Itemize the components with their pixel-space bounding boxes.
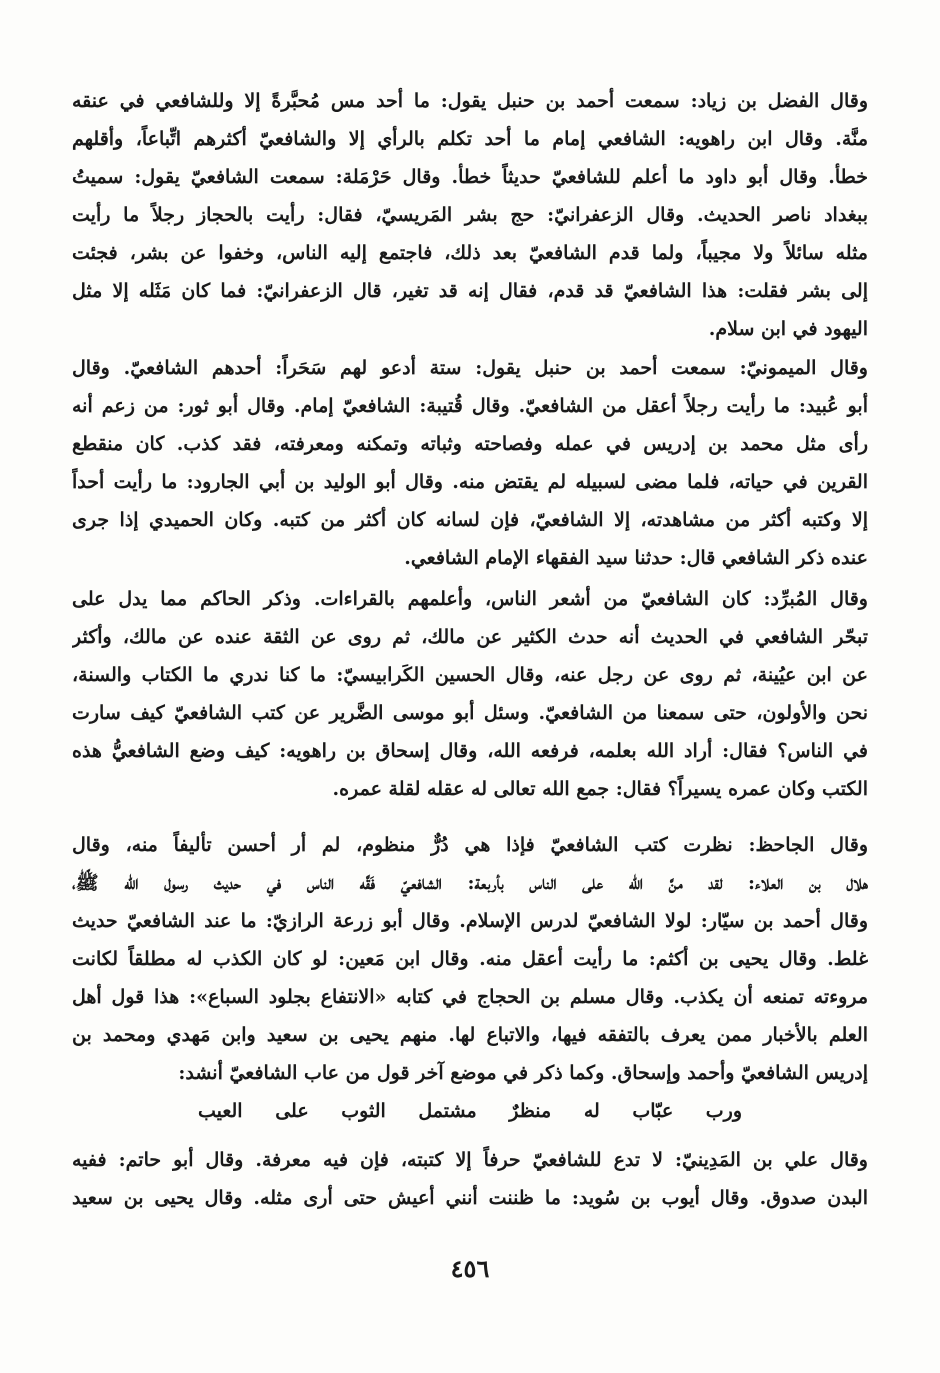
text-line: في الناس؟ فقال: أراد الله بعلمه، فرفعه الله، وقال إسحاق بن راهويه: كيف وضع الشافعيُّ هذه bbox=[72, 740, 868, 762]
paragraph-2 bbox=[72, 349, 868, 577]
paragraph-1 bbox=[72, 82, 868, 348]
text-line: إدريس الشافعيّ وأحمد وإسحاق. وكما ذكر في موضع آخر قول من عاب الشافعيّ أنشد: bbox=[178, 1062, 868, 1084]
text-line: وقال الجاحظ: نظرت كتب الشافعيّ فإذا هي دُرٌّ منظوم، لم أر أحسن تأليفاً منه، وقال bbox=[72, 834, 868, 856]
text-line: وقال المُبرِّد: كان الشافعيّ من أشعر الناس، وأعلمهم بالقراءات. وذكر الحاكم مما يدل على bbox=[72, 588, 868, 610]
text-line: منَّة. وقال ابن راهويه: الشافعي إمام ما أحد تكلم بالرأي إلا والشافعيّ أكثرهم اتِّباعاً، وأقلهم bbox=[72, 128, 868, 150]
text-line: العلم بالأخبار ممن يعرف بالتفقه فيها، والاتباع لها. منهم يحيى بن سعيد وابن مَهدي ومحمد بن bbox=[72, 1024, 868, 1046]
text-line: اليهود في ابن سلام. bbox=[708, 318, 868, 340]
text-line: وقال الفضل بن زياد: سمعت أحمد بن حنبل يقول: ما أحد مس مُحبَّرةً إلا وللشافعي في عنقه bbox=[72, 90, 868, 112]
paragraph-3 bbox=[72, 580, 868, 808]
poetry-verse: ورب عبّاب له منظرٌ مشتمل الثوب على العيب bbox=[197, 1100, 743, 1122]
paragraph-4 bbox=[72, 826, 868, 1130]
text-line: مثله سائلاً ولا مجيباً، ولما قدم الشافعيّ بعد ذلك، فاجتمع إليه الناس، وخفوا عن بشر، فجئت bbox=[72, 242, 868, 264]
text-line: القرين في حياته، فلما مضى لسبيله لم يقتض منه. وقال أبو الوليد بن أبي الجارود: ما رأيت أحداً bbox=[72, 471, 868, 493]
text-line: إلا وكتبه أكثر من مشاهدته، إلا الشافعيّ، فإن لسانه كان أكثر من كتبه. وكان الحميدي إذا جرى bbox=[72, 509, 868, 531]
text-line: أبو عُبيد: ما رأيت رجلاً أعقل من الشافعيّ. وقال قُتيبة: الشافعيّ إمام. وقال أبو ثور: من زعم أنه bbox=[72, 395, 868, 417]
text-line: إلى بشر فقلت: هذا الشافعيّ قد قدم، فقال إنه قد تغير، قال الزعفرانيّ: فما كان مَثَله إلا مثل bbox=[72, 280, 868, 302]
text-line: خطأ. وقال أبو داود ما أعلم للشافعيّ حديثاً خطأ. وقال حَرْمَلة: سمعت الشافعيّ يقول: سميتُ bbox=[72, 166, 868, 188]
text-line: رأى مثل محمد بن إدريس في عمله وفصاحته وثباته وتمكنه ومعرفته، فقد كذب. كان منقطع bbox=[72, 433, 868, 455]
text-line: عن ابن عيُينة، ثم روى عن رجل عنه، وقال الحسين الكَرابيسيّ: ما كنا ندري ما الكتاب والسنة، bbox=[72, 664, 868, 686]
text-line: هلال بن العلاء: لقد منَّ الله على الناس بأربعة: الشافعيّ فَقَّه الناس في حديث رسول الله ﷺ، bbox=[72, 872, 868, 894]
page-number: ٤٥٦ bbox=[450, 1254, 490, 1283]
text-line: وقال أحمد بن سيّار: لولا الشافعيّ لدرس الإسلام. وقال أبو زرعة الرازيّ: ما عند الشافعيّ حديث bbox=[72, 910, 868, 932]
text-line: عنده ذكر الشافعي قال: حدثنا سيد الفقهاء الإمام الشافعي. bbox=[404, 547, 868, 569]
paragraph-5 bbox=[72, 1141, 868, 1217]
text-line: نحن والأولون، حتى سمعنا من الشافعيّ. وسئل أبو موسى الضَّرير عن كتب الشافعيّ كيف سارت bbox=[72, 702, 868, 724]
text-line: وقال علي بن المَدِينيّ: لا تدع للشافعيّ حرفاً إلا كتبته، فإن فيه معرفة. وقال أبو حاتم: ففيه bbox=[72, 1149, 868, 1171]
text-line: غلط. وقال يحيى بن أكثم: ما رأيت أعقل منه. وقال ابن مَعين: لو كان الكذب له مطلقاً لكانت bbox=[72, 948, 868, 970]
text-line: الكتب وكان عمره يسيراً؟ فقال: جمع الله تعالى له عقله لقلة عمره. bbox=[332, 778, 868, 800]
text-line: البدن صدوق. وقال أيوب بن سُويد: ما ظننت أنني أعيش حتى أرى مثله. وقال يحيى بن سعيد bbox=[72, 1187, 868, 1209]
text-line: تبحّر الشافعي في الحديث أنه حدث الكثير عن مالك، ثم روى عن الثقة عنده عن مالك، وأكثر bbox=[72, 626, 868, 648]
text-line: وقال الميمونيّ: سمعت أحمد بن حنبل يقول: ستة أدعو لهم سَحَراً: أحدهم الشافعيّ. وقال bbox=[72, 357, 868, 379]
text-line: ببغداد ناصر الحديث. وقال الزعفرانيّ: حج بشر المَريسيّ، فقال: رأيت بالحجاز رجلاً ما رأيت bbox=[72, 204, 868, 226]
text-line: مروءته تمنعه أن يكذب. وقال مسلم بن الحجاج في كتابه «الانتفاع بجلود السباع»: هذا قول أهل bbox=[72, 986, 868, 1008]
